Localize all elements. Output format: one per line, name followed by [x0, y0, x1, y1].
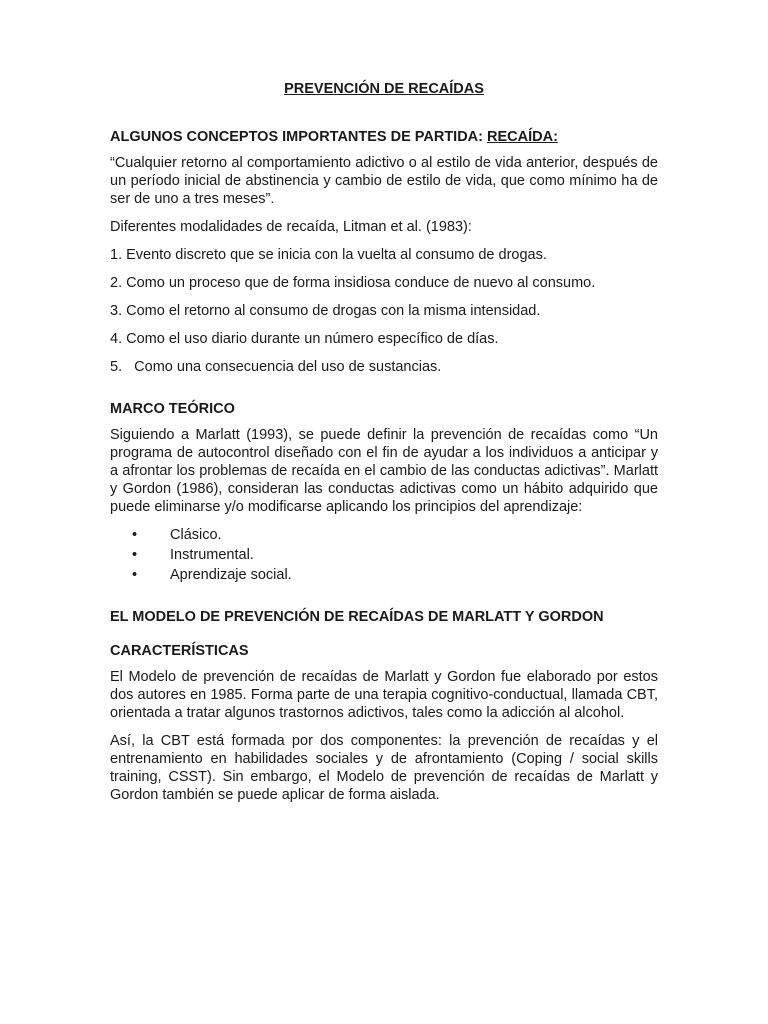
list-item: 2. Como un proceso que de forma insidiosa conduce de nuevo al consumo. [110, 275, 596, 291]
modalities-intro: Diferentes modalidades de recaída, Litman et al. (1983): [110, 219, 472, 235]
principles-list [110, 526, 658, 584]
modalities-list [110, 246, 658, 376]
model-paragraph-2: Así, la CBT está formada por dos componentes: la prevención de recaídas y el entrenamiento en habilidades sociales y de afrontamiento (Coping / social skills training, CSST). Sin embargo, el Modelo de prevención de recaídas de Marlatt y Gordon también se puede aplicar de forma aislada. [110, 733, 658, 803]
bullet-text: Aprendizaje social. [170, 567, 292, 583]
list-item: 5. Como una consecuencia del uso de sustancias. [110, 359, 442, 375]
relapse-definition: “Cualquier retorno al comportamiento adictivo o al estilo de vida anterior, después de un período inicial de abstinencia y cambio de estilo de vida, que como mínimo ha de ser de uno a tres meses”. [110, 155, 658, 207]
bullet-text: Clásico. [170, 527, 222, 543]
bullet-icon: • [132, 527, 138, 543]
list-item [110, 526, 658, 544]
list-item [110, 566, 658, 584]
bullet-icon: • [132, 567, 138, 583]
document-title: PREVENCIÓN DE RECAÍDAS [284, 81, 484, 97]
bullet-icon: • [132, 547, 138, 563]
model-paragraph-1: El Modelo de prevención de recaídas de Marlatt y Gordon fue elaborado por estos dos autores en 1985. Forma parte de una terapia cognitivo-conductual, llamada CBT, orientada a tratar algunos trastornos adictivos, tales como la adicción al alcohol. [110, 669, 658, 721]
section-heading-model: EL MODELO DE PREVENCIÓN DE RECAÍDAS DE MARLATT Y GORDON [110, 609, 604, 625]
section-heading-concepts-text: ALGUNOS CONCEPTOS IMPORTANTES DE PARTIDA: [110, 129, 488, 145]
list-item: 3. Como el retorno al consumo de drogas con la misma intensidad. [110, 303, 541, 319]
document-page [110, 80, 658, 814]
section-heading-theory: MARCO TEÓRICO [110, 401, 235, 417]
bullet-text: Instrumental. [170, 547, 254, 563]
list-item: 1. Evento discreto que se inicia con la vuelta al consumo de drogas. [110, 247, 547, 263]
section-heading-relapse: RECAÍDA: [487, 129, 558, 145]
theory-paragraph: Siguiendo a Marlatt (1993), se puede definir la prevención de recaídas como “Un programa de autocontrol diseñado con el fin de ayudar a los individuos a anticipar y a afrontar los problemas de recaída en el cambio de las conductas adictivas”. Marlatt y Gordon (1986), consideran las conductas adictivas como un hábito adquirido que puede eliminarse y/o modificarse aplicando los principios del aprendizaje: [110, 427, 658, 515]
section-subheading-characteristics: CARACTERÍSTICAS [110, 643, 249, 659]
list-item [110, 546, 658, 564]
list-item: 4. Como el uso diario durante un número específico de días. [110, 331, 499, 347]
section-heading-concepts [110, 128, 658, 146]
